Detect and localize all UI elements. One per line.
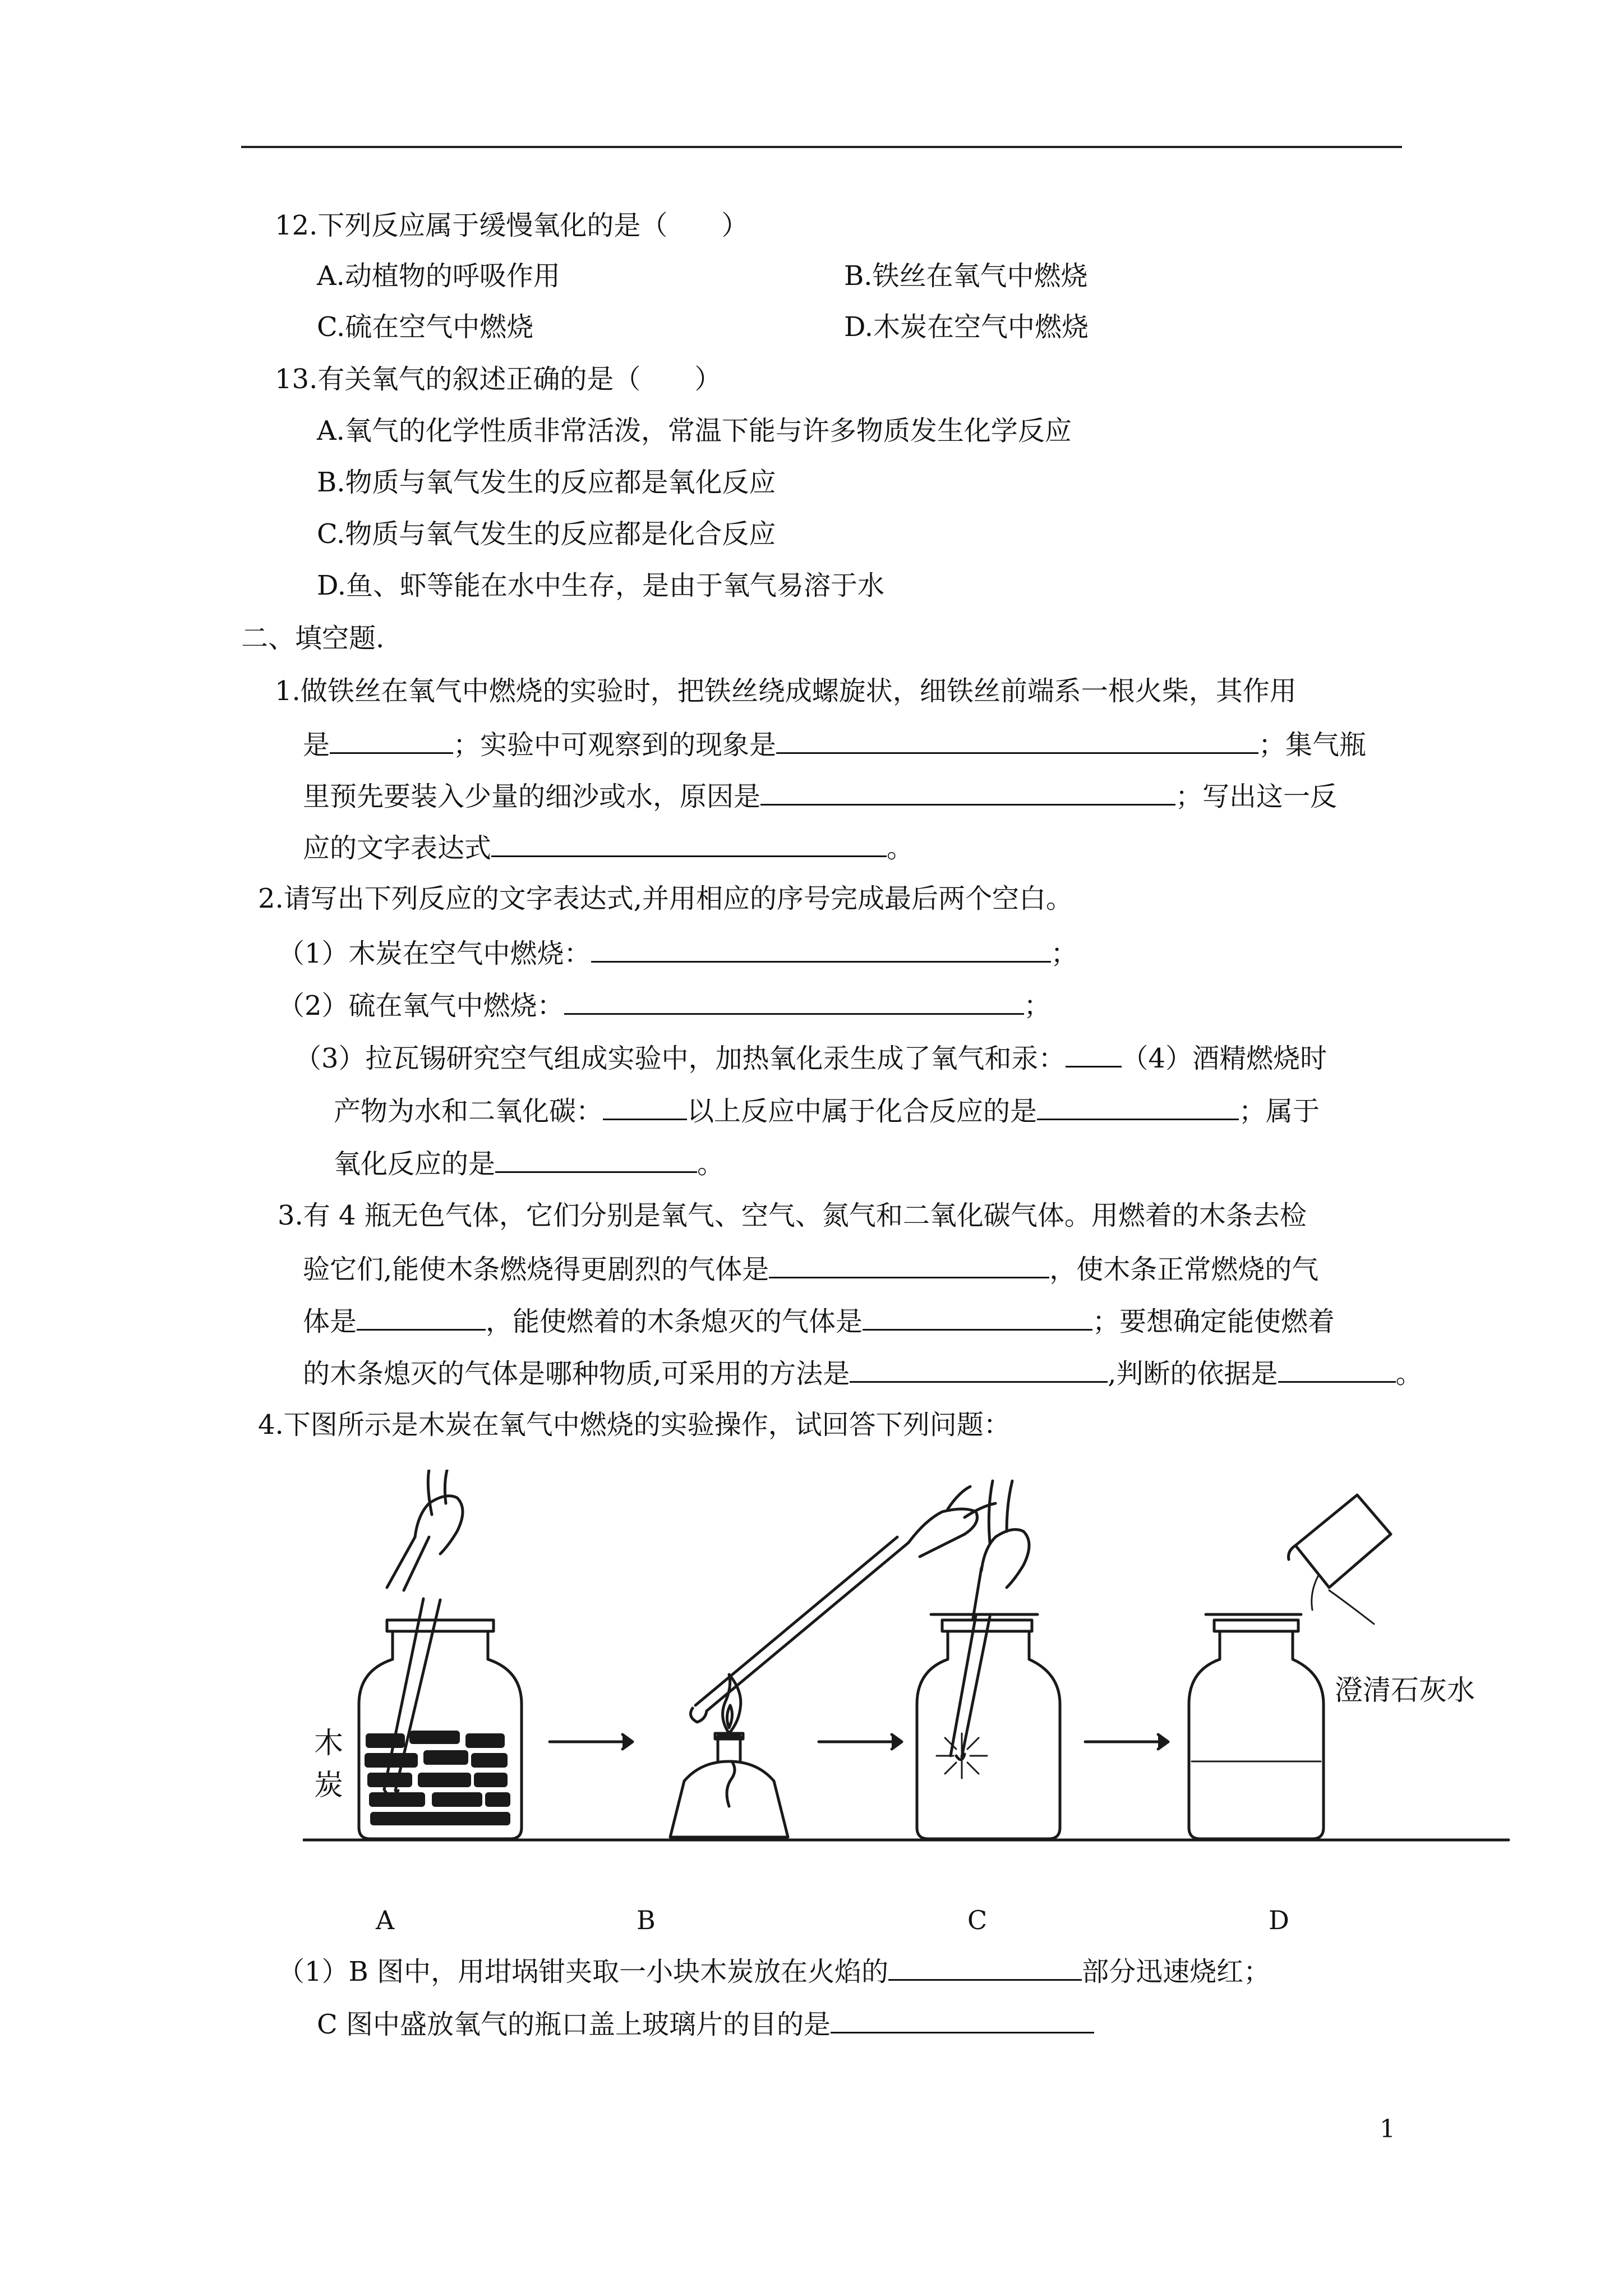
q12-stem: 12.下列反应属于缓慢氧化的是（ ） — [275, 210, 749, 241]
f2-text: （4）酒精燃烧时 — [1121, 1043, 1327, 1074]
figure-label-c: C — [967, 1905, 988, 1935]
f3-text: 验它们,能使木条燃烧得更剧烈的气体是 — [303, 1254, 769, 1285]
experiment-figure — [303, 1470, 1514, 1874]
f1-text: 应的文字表达式 — [303, 832, 492, 864]
f3-text: ,判断的依据是 — [1108, 1358, 1278, 1389]
answer-blank[interactable] — [776, 726, 1258, 754]
answer-blank[interactable] — [760, 778, 1175, 806]
f2-text: （1）木炭在空气中燃烧： — [278, 938, 591, 969]
f3-text: 。 — [1395, 1358, 1423, 1389]
f3-line1: 3.有 4 瓶无色气体，它们分别是氧气、空气、氮气和二氧化碳气体。用燃着的木条去检 — [278, 1200, 1307, 1231]
charcoal-label-1: 木 — [314, 1727, 344, 1760]
f2-sub4 — [334, 1093, 1320, 1128]
f1-text: 是 — [303, 729, 330, 761]
charcoal-pile — [365, 1731, 510, 1825]
arrow-bc-head — [892, 1734, 902, 1749]
f3-text: 的木条熄灭的气体是哪种物质,可采用的方法是 — [303, 1358, 850, 1389]
f2-sub2 — [278, 987, 1051, 1023]
limewater-label: 澄清石灰水 — [1335, 1674, 1475, 1706]
answer-blank[interactable] — [888, 1953, 1082, 1981]
f1-line2 — [303, 726, 1366, 762]
charcoal-label-2: 炭 — [314, 1769, 344, 1802]
arrow-cd-head — [1158, 1734, 1168, 1749]
answer-blank[interactable] — [357, 1303, 486, 1331]
f1-text: ；实验中可观察到的现象是 — [453, 729, 777, 761]
f2-text: 。 — [697, 1148, 725, 1180]
q12-option-a: A.动植物的呼吸作用 — [317, 260, 560, 292]
f2-text: （2）硫在氧气中燃烧： — [278, 990, 564, 1022]
f4-text: （1）B 图中，用坩埚钳夹取一小块木炭放在火焰的 — [278, 1956, 889, 1987]
jar-d-illustration — [1189, 1495, 1391, 1839]
f2-text: 氧化反应的是 — [334, 1148, 496, 1180]
f3-text: ；要想确定能使燃着 — [1092, 1306, 1335, 1337]
f1-text: ；集气瓶 — [1258, 729, 1367, 761]
page-number: 1 — [1380, 2115, 1395, 2143]
q13-option-a: A.氧气的化学性质非常活泼，常温下能与许多物质发生化学反应 — [317, 415, 1072, 447]
answer-blank[interactable] — [564, 987, 1024, 1015]
q13-option-d: D.鱼、虾等能在水中生存，是由于氧气易溶于水 — [317, 570, 885, 601]
f1-line1: 1.做铁丝在氧气中燃烧的实验时，把铁丝绕成螺旋状，细铁丝前端系一根火柴，其作用 — [275, 675, 1297, 707]
answer-blank[interactable] — [330, 726, 453, 754]
f2-line1: 2.请写出下列反应的文字表达式,并用相应的序号完成最后两个空白。 — [258, 883, 1073, 914]
answer-blank[interactable] — [769, 1251, 1049, 1278]
lamp-b-illustration — [670, 1487, 995, 1837]
f2-sub3 — [294, 1040, 1327, 1075]
f2-text: ；属于 — [1239, 1096, 1320, 1127]
q13-stem: 13.有关氧气的叙述正确的是（ ） — [275, 364, 722, 395]
f1-line4 — [303, 830, 914, 865]
f2-text: 产物为水和二氧化碳： — [334, 1096, 603, 1127]
f3-text: 体是 — [303, 1306, 357, 1337]
f3-text: ，能使燃着的木条熄灭的气体是 — [486, 1306, 863, 1337]
answer-blank[interactable] — [863, 1303, 1092, 1331]
answer-blank[interactable] — [1066, 1040, 1122, 1068]
f3-line4 — [303, 1355, 1423, 1391]
f2-text: ； — [1023, 990, 1051, 1022]
f2-text: 以上反应中属于化合反应的是 — [687, 1096, 1038, 1127]
f2-text: （3）拉瓦锡研究空气组成实验中，加热氧化汞生成了氧气和汞： — [294, 1043, 1066, 1074]
f2-sub1 — [278, 935, 1078, 970]
figure-label-b: B — [637, 1905, 656, 1935]
jar-c-illustration — [917, 1481, 1060, 1839]
answer-blank[interactable] — [831, 2006, 1094, 2033]
answer-blank[interactable] — [850, 1355, 1108, 1383]
f2-sub5 — [334, 1145, 724, 1181]
section-title: 二、填空题. — [241, 623, 385, 654]
f1-text: 。 — [887, 832, 914, 864]
q13-option-b: B.物质与氧气发生的反应都是氧化反应 — [317, 467, 776, 498]
f1-line3 — [303, 778, 1337, 813]
q12-option-c: C.硫在空气中燃烧 — [317, 311, 534, 343]
q12-option-d: D.木炭在空气中燃烧 — [844, 311, 1089, 343]
f4-text: 部分迅速烧红； — [1082, 1956, 1271, 1987]
f4-q1 — [278, 1953, 1270, 1989]
f1-text: 里预先要装入少量的细沙或水，原因是 — [303, 781, 761, 812]
answer-blank[interactable] — [1037, 1093, 1239, 1120]
answer-blank[interactable] — [1278, 1355, 1396, 1383]
f1-text: ；写出这一反 — [1175, 781, 1338, 812]
f2-text: ； — [1050, 938, 1078, 969]
answer-blank[interactable] — [591, 935, 1051, 963]
answer-blank[interactable] — [491, 830, 887, 857]
f4-q2 — [317, 2006, 1094, 2041]
figure-label-d: D — [1269, 1905, 1289, 1935]
f3-line2 — [303, 1251, 1318, 1286]
figure-label-a: A — [376, 1905, 395, 1935]
header-rule — [241, 146, 1402, 148]
answer-blank[interactable] — [495, 1145, 697, 1173]
answer-blank[interactable] — [603, 1093, 687, 1120]
arrow-ab-head — [623, 1734, 633, 1749]
q13-option-c: C.物质与氧气发生的反应都是化合反应 — [317, 518, 776, 550]
f3-text: ，使木条正常燃烧的气 — [1049, 1254, 1319, 1285]
q12-option-b: B.铁丝在氧气中燃烧 — [844, 260, 1088, 292]
f4-text: C 图中盛放氧气的瓶口盖上玻璃片的目的是 — [317, 2009, 831, 2040]
f4-line1: 4.下图所示是木炭在氧气中燃烧的实验操作，试回答下列问题： — [258, 1409, 1011, 1441]
f3-line3 — [303, 1303, 1335, 1338]
